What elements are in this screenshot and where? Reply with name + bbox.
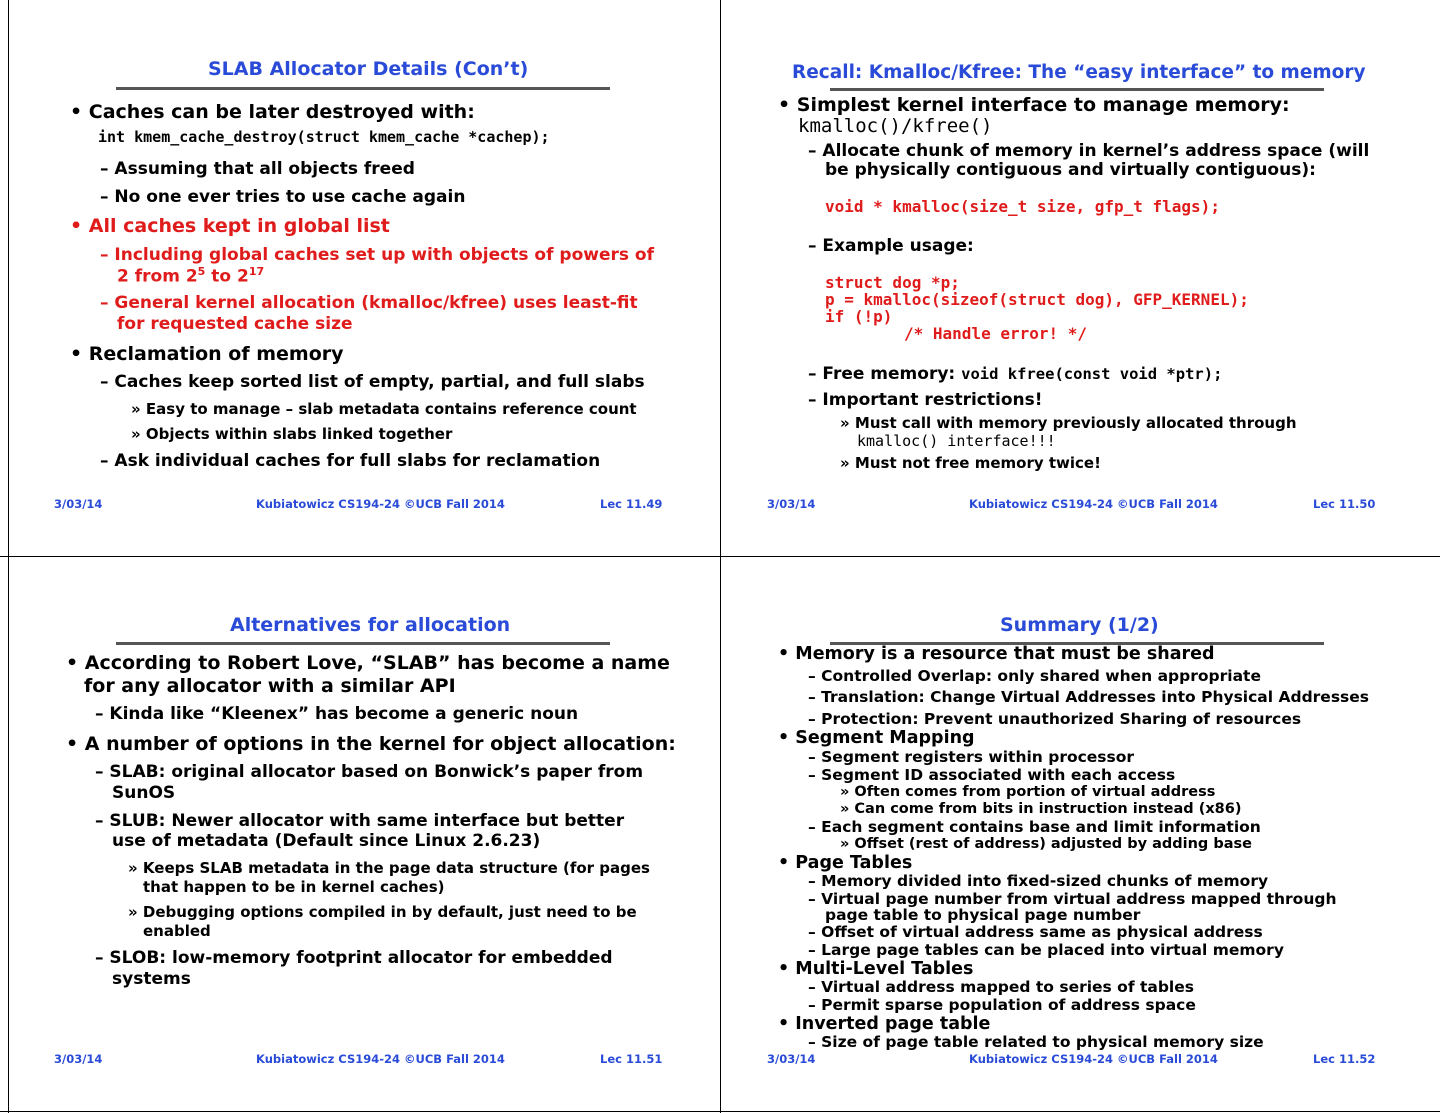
sub-bullet: – Offset of virtual address same as physical address xyxy=(808,923,1263,941)
slide-11-49 xyxy=(0,0,720,556)
sub-bullet: – Memory divided into fixed-sized chunks of memory xyxy=(808,872,1269,890)
sub-sub-bullet: » Often comes from portion of virtual address xyxy=(840,784,1216,800)
bullet: • All caches kept in global list xyxy=(70,215,390,237)
sub-bullet: – Caches keep sorted list of empty, partial, and full slabs xyxy=(100,372,645,392)
slide-title: Alternatives for allocation xyxy=(230,614,511,636)
sub-bullet-continuation: use of metadata (Default since Linux 2.6.23) xyxy=(112,831,541,851)
sub-bullet: – Each segment contains base and limit information xyxy=(808,818,1261,836)
title-rule xyxy=(116,642,610,645)
sub-bullet: – Example usage: xyxy=(808,236,974,256)
slide-title: Summary (1/2) xyxy=(1000,614,1159,636)
sub-sub-bullet-continuation: enabled xyxy=(143,922,211,940)
sub-bullet-continuation: SunOS xyxy=(112,783,176,803)
footer-date: 3/03/14 xyxy=(54,497,103,511)
bullet: • Segment Mapping xyxy=(778,728,975,748)
sub-bullet: – Ask individual caches for full slabs for reclamation xyxy=(100,451,601,471)
sub-bullet: – SLUB: Newer allocator with same interface but better xyxy=(95,811,625,831)
sub-sub-bullet: » Must call with memory previously allocated through xyxy=(840,414,1297,432)
sub-bullet: – Protection: Prevent unauthorized Sharing of resources xyxy=(808,710,1302,728)
sub-bullet: – Controlled Overlap: only shared when appropriate xyxy=(808,667,1261,685)
title-rule xyxy=(830,88,1324,91)
sub-sub-bullet: » Offset (rest of address) adjusted by adding base xyxy=(840,836,1252,852)
footer-lecture: Lec 11.51 xyxy=(600,1052,663,1066)
sub-bullet-continuation: be physically contiguous and virtually contiguous): xyxy=(825,160,1316,180)
sub-bullet: – SLAB: original allocator based on Bonwick’s paper from xyxy=(95,762,644,782)
footer-date: 3/03/14 xyxy=(767,497,816,511)
title-rule xyxy=(116,87,610,90)
bullet: • Multi-Level Tables xyxy=(778,959,974,979)
footer-lecture: Lec 11.52 xyxy=(1313,1052,1376,1066)
footer-lecture: Lec 11.50 xyxy=(1313,497,1376,511)
bullet: • Reclamation of memory xyxy=(70,343,344,365)
sub-bullet-continuation: systems xyxy=(112,969,191,989)
bullet: • According to Robert Love, “SLAB” has become a name xyxy=(66,652,670,674)
sub-sub-bullet: » Objects within slabs linked together xyxy=(131,425,453,443)
code-line: /* Handle error! */ xyxy=(904,324,1088,343)
sub-bullet: – Size of page table related to physical memory size xyxy=(808,1033,1264,1051)
bullet: • A number of options in the kernel for object allocation: xyxy=(66,733,676,755)
code-line: void * kmalloc(size_t size, gfp_t flags); xyxy=(825,197,1220,216)
code-line: int kmem_cache_destroy(struct kmem_cache *cachep); xyxy=(98,128,550,146)
sub-bullet: – Translation: Change Virtual Addresses into Physical Addresses xyxy=(808,688,1370,706)
slide-title: SLAB Allocator Details (Con’t) xyxy=(208,58,529,80)
footer-course: Kubiatowicz CS194-24 ©UCB Fall 2014 xyxy=(969,1052,1218,1066)
sub-bullet: – Permit sparse population of address space xyxy=(808,996,1196,1014)
sub-bullet: – Segment registers within processor xyxy=(808,748,1135,766)
sub-bullet: – No one ever tries to use cache again xyxy=(100,187,466,207)
sub-sub-bullet: » Keeps SLAB metadata in the page data structure (for pages xyxy=(128,859,650,877)
slide-11-52 xyxy=(720,556,1440,1112)
sub-bullet: – Assuming that all objects freed xyxy=(100,159,415,179)
sub-bullet: – Free memory: void kfree(const void *ptr); xyxy=(808,364,1223,384)
sub-bullet: – Large page tables can be placed into virtual memory xyxy=(808,941,1284,959)
footer-course: Kubiatowicz CS194-24 ©UCB Fall 2014 xyxy=(256,497,505,511)
bullet: • Memory is a resource that must be shared xyxy=(778,644,1215,664)
footer-date: 3/03/14 xyxy=(767,1052,816,1066)
code-line: p = kmalloc(sizeof(struct dog), GFP_KERNEL); xyxy=(825,290,1249,309)
sub-bullet: – Virtual page number from virtual address mapped through xyxy=(808,890,1337,908)
slide-11-51 xyxy=(0,556,720,1112)
sub-sub-bullet: » Must not free memory twice! xyxy=(840,454,1101,472)
bullet: • Caches can be later destroyed with: xyxy=(70,101,475,123)
sub-bullet-continuation: for requested cache size xyxy=(117,314,353,334)
footer-date: 3/03/14 xyxy=(54,1052,103,1066)
sub-bullet: – Kinda like “Kleenex” has become a generic noun xyxy=(95,704,579,724)
sub-bullet-continuation: page table to physical page number xyxy=(825,906,1141,924)
code-line: struct dog *p; xyxy=(825,273,960,292)
slide-11-50 xyxy=(720,0,1440,556)
sub-bullet: – Segment ID associated with each access xyxy=(808,766,1176,784)
sub-bullet: – Including global caches set up with objects of powers of xyxy=(100,245,654,265)
sub-bullet: – Allocate chunk of memory in kernel’s address space (will xyxy=(808,141,1370,161)
sub-sub-bullet: » Can come from bits in instruction instead (x86) xyxy=(840,801,1242,817)
slide-title: Recall: Kmalloc/Kfree: The “easy interface” to memory xyxy=(792,62,1366,83)
sub-sub-bullet: » Debugging options compiled in by default, just need to be xyxy=(128,903,637,921)
sub-sub-bullet-continuation: that happen to be in kernel caches) xyxy=(143,878,445,896)
bullet: • Simplest kernel interface to manage memory: xyxy=(778,94,1290,116)
bullet: • Inverted page table xyxy=(778,1014,991,1034)
code-line: kmalloc()/kfree() xyxy=(798,115,993,137)
footer-course: Kubiatowicz CS194-24 ©UCB Fall 2014 xyxy=(256,1052,505,1066)
code-line: if (!p) xyxy=(825,307,893,326)
footer-lecture: Lec 11.49 xyxy=(600,497,663,511)
sub-bullet-continuation: 2 from $2^5$ to $2^{17}$ xyxy=(117,265,265,287)
sub-bullet: – SLOB: low-memory footprint allocator for embedded xyxy=(95,948,613,968)
footer-course: Kubiatowicz CS194-24 ©UCB Fall 2014 xyxy=(969,497,1218,511)
sub-bullet: – General kernel allocation (kmalloc/kfree) uses least-fit xyxy=(100,293,638,313)
sub-bullet: – Virtual address mapped to series of tables xyxy=(808,978,1194,996)
sub-bullet: – Important restrictions! xyxy=(808,390,1043,410)
code-line: kmalloc() interface!!! xyxy=(857,432,1056,450)
bullet-continuation: for any allocator with a similar API xyxy=(84,675,456,697)
bullet: • Page Tables xyxy=(778,853,913,873)
sub-sub-bullet: » Easy to manage – slab metadata contains reference count xyxy=(131,400,637,418)
